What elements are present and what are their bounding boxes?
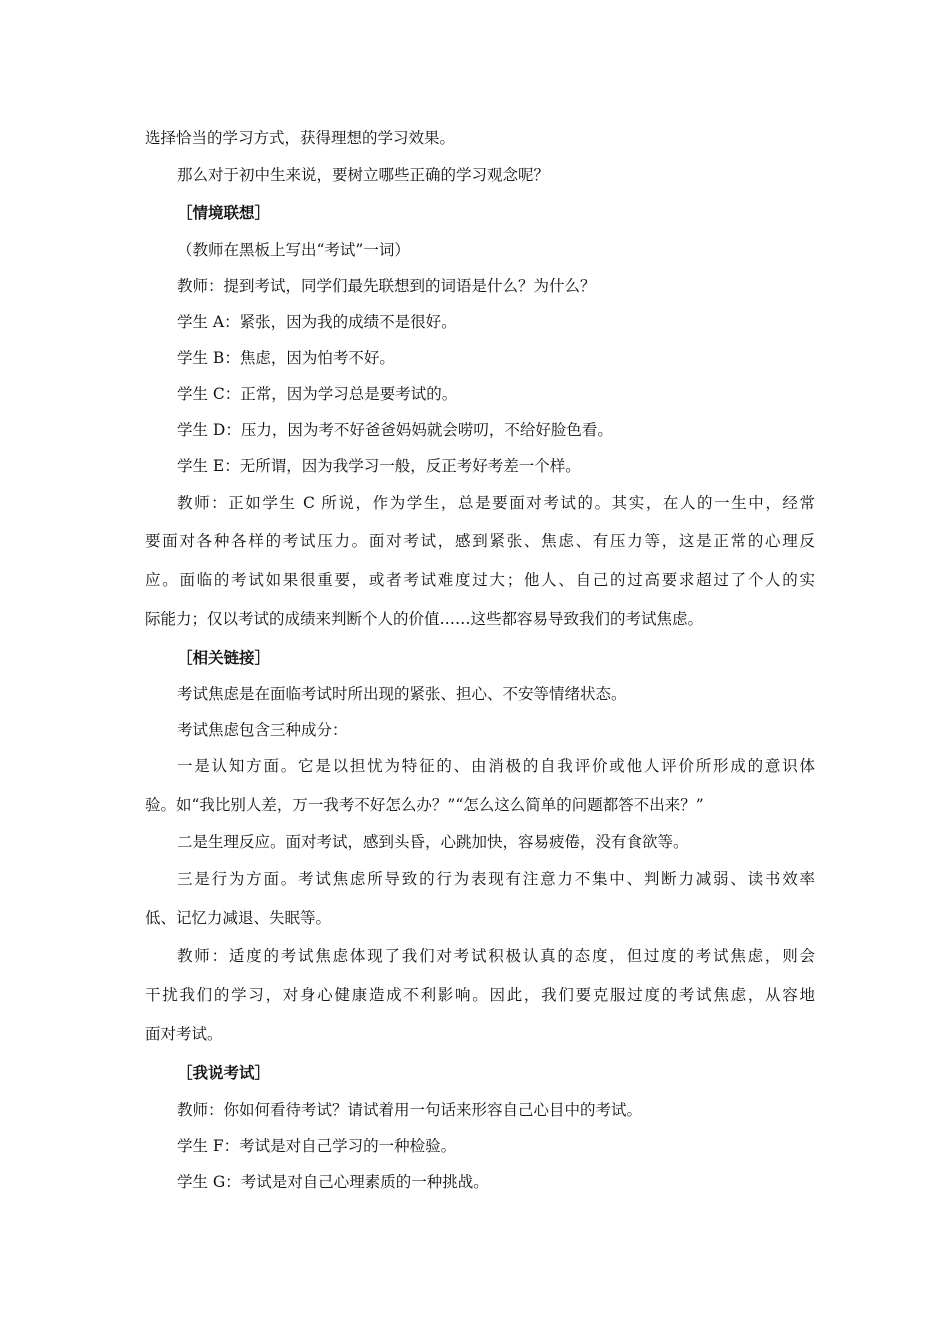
- dialogue-line: 学生 D：压力，因为考不好爸爸妈妈就会唠叨，不给好脸色看。: [177, 421, 613, 439]
- dialogue-line: 教师：你如何看待考试？请试着用一句话来形容自己心目中的考试。: [177, 1101, 643, 1119]
- paragraph-line: 二是生理反应。面对考试，感到头昏，心跳加快，容易疲倦，没有食欲等。: [177, 833, 689, 851]
- paragraph-line: 那么对于初中生来说，要树立哪些正确的学习观念呢？: [177, 166, 550, 184]
- paragraph-line: 低、记忆力减退、失眠等。: [145, 909, 332, 927]
- dialogue-line: 教师：提到考试，同学们最先联想到的词语是什么？为什么？: [177, 277, 596, 295]
- dialogue-line: 学生 F：考试是对自己学习的一种检验。: [177, 1137, 457, 1155]
- section-heading-situation: ［情境联想］: [177, 203, 271, 222]
- paragraph-line: 考试焦虑包含三种成分：: [177, 721, 348, 739]
- paragraph-line: 一是认知方面。它是以担忧为特征的、由消极的自我评价或他人评价所形成的意识体: [177, 757, 815, 775]
- dialogue-line: 学生 C：正常，因为学习总是要考试的。: [177, 385, 458, 403]
- dialogue-line: 学生 B：焦虑，因为怕考不好。: [177, 349, 395, 367]
- paragraph-line: 教师：适度的考试焦虑体现了我们对考试积极认真的态度，但过度的考试焦虑，则会: [177, 947, 815, 965]
- paragraph-line: 面对考试。: [145, 1025, 223, 1043]
- dialogue-line: 学生 G：考试是对自己心理素质的一种挑战。: [177, 1173, 489, 1191]
- paragraph-line: 应。面临的考试如果很重要，或者考试难度过大；他人、自己的过高要求超过了个人的实: [145, 571, 815, 589]
- stage-direction: （教师在黑板上写出“考试”一词）: [177, 241, 410, 259]
- paragraph-line: 选择恰当的学习方式，获得理想的学习效果。: [145, 129, 456, 147]
- section-heading-related-links: ［相关链接］: [177, 648, 271, 667]
- paragraph-line: 三是行为方面。考试焦虑所导致的行为表现有注意力不集中、判断力减弱、读书效率: [177, 870, 815, 888]
- paragraph-line: 干扰我们的学习，对身心健康造成不利影响。因此，我们要克服过度的考试焦虑，从容地: [145, 986, 815, 1004]
- section-heading-exam-talk: ［我说考试］: [177, 1063, 271, 1082]
- dialogue-line: 学生 E：无所谓，因为我学习一般，反正考好考差一个样。: [177, 457, 581, 475]
- paragraph-line: 考试焦虑是在面临考试时所出现的紧张、担心、不安等情绪状态。: [177, 685, 627, 703]
- paragraph-line: 验。如“我比别人差，万一我考不好怎么办？”“怎么这么简单的问题都答不出来？”: [145, 796, 704, 814]
- paragraph-line: 要面对各种各样的考试压力。面对考试，感到紧张、焦虑、有压力等，这是正常的心理反: [145, 532, 815, 550]
- dialogue-line: 学生 A：紧张，因为我的成绩不是很好。: [177, 313, 457, 331]
- paragraph-line: 际能力；仅以考试的成绩来判断个人的价值……这些都容易导致我们的考试焦虑。: [145, 610, 704, 628]
- paragraph-line: 教师：正如学生 C 所说，作为学生，总是要面对考试的。其实，在人的一生中，经常: [177, 494, 815, 512]
